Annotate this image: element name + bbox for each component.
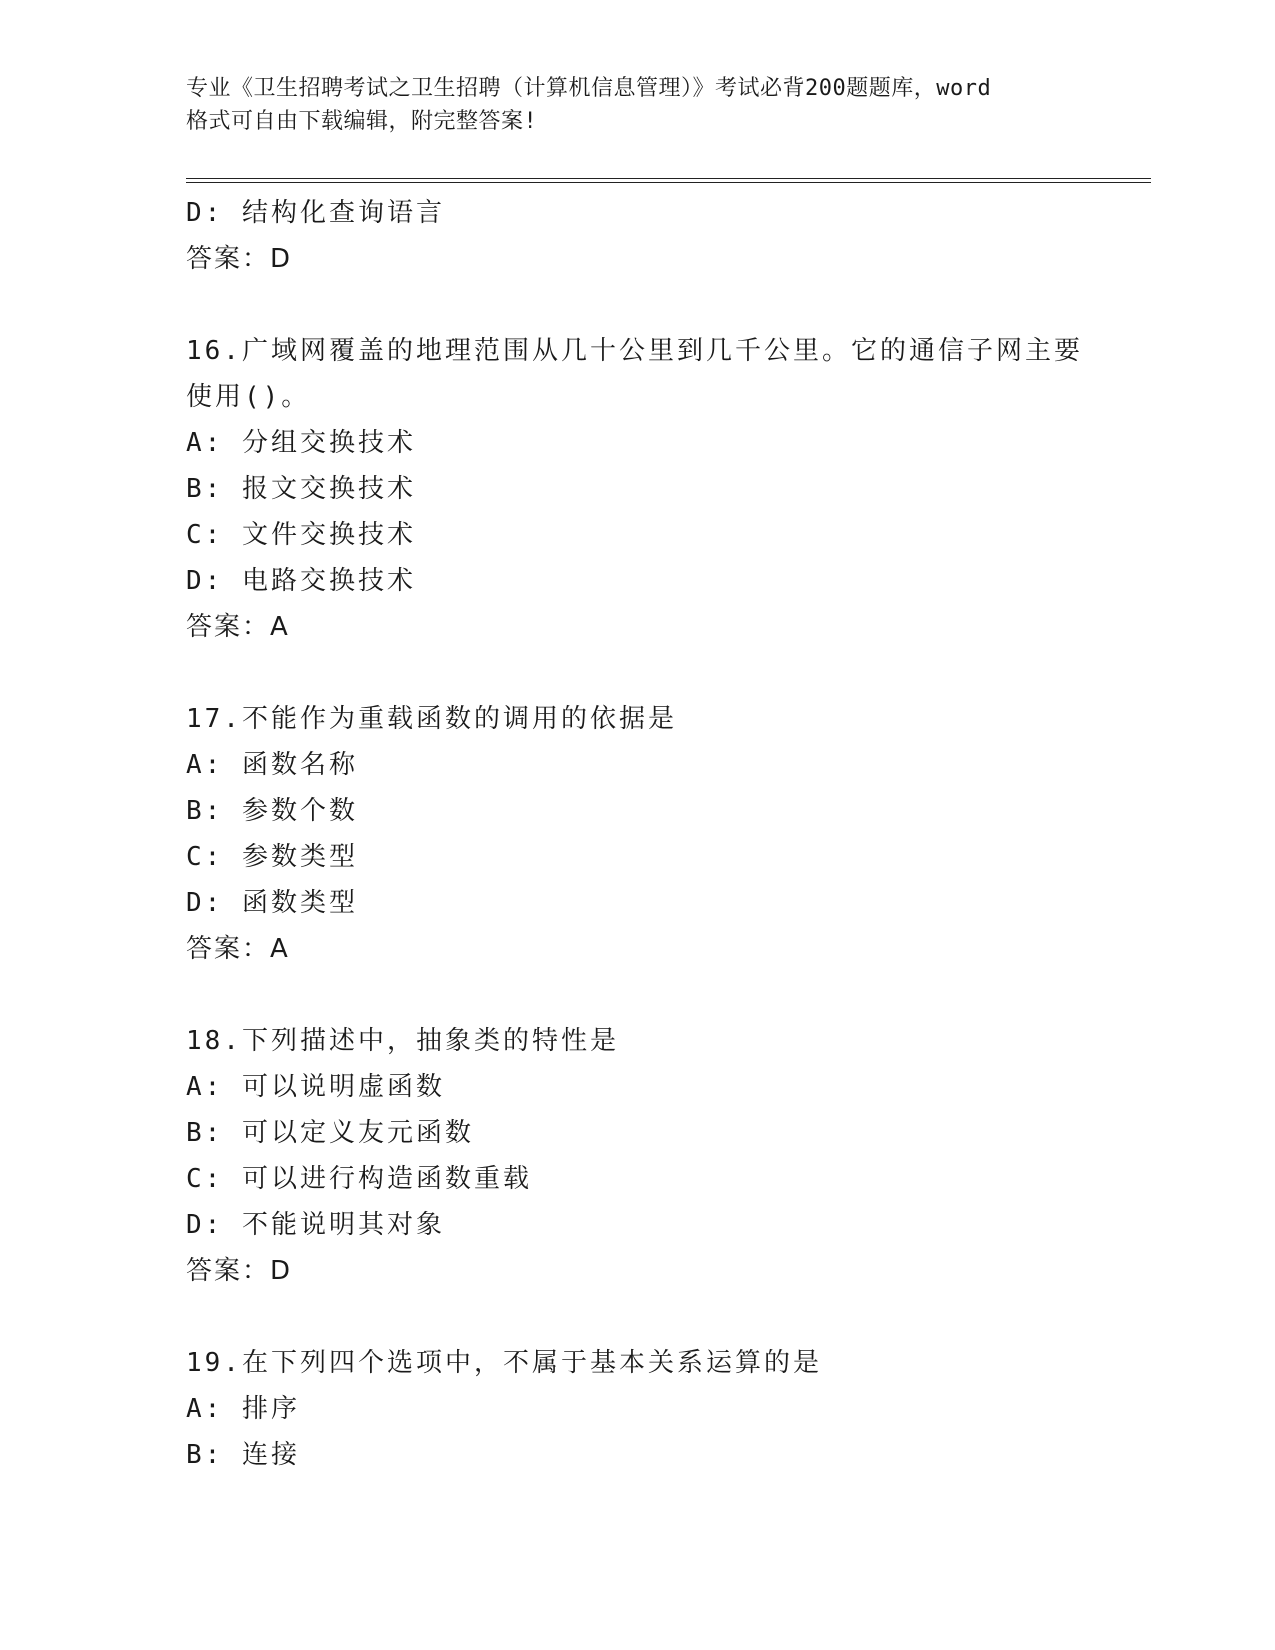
- option-b: B: 参数个数: [186, 796, 358, 826]
- question-stem: 17.不能作为重载函数的调用的依据是: [186, 704, 677, 734]
- option-b: B: 报文交换技术: [186, 474, 416, 504]
- option-a: A: 分组交换技术: [186, 428, 416, 458]
- question-stem: 18.下列描述中，抽象类的特性是: [186, 1026, 619, 1056]
- option-d: D: 结构化查询语言: [186, 198, 445, 228]
- option-b: B: 可以定义友元函数: [186, 1118, 474, 1148]
- question-stem-continued: 使用()。: [186, 382, 311, 412]
- option-c: C: 可以进行构造函数重载: [186, 1164, 532, 1194]
- question-stem: 16.广域网覆盖的地理范围从几十公里到几千公里。它的通信子网主要: [186, 336, 1083, 366]
- question-list: [186, 190, 1086, 1478]
- option-d: D: 不能说明其对象: [186, 1210, 445, 1240]
- question-18: [186, 1018, 1086, 1294]
- page-header: [186, 72, 1086, 138]
- header-title-line-1: 专业《卫生招聘考试之卫生招聘（计算机信息管理）》考试必背200题题库，word: [186, 76, 992, 101]
- answer: 答案：D: [186, 1256, 293, 1286]
- header-divider: [186, 178, 1151, 184]
- option-d: D: 函数类型: [186, 888, 358, 918]
- answer: 答案：A: [186, 612, 290, 642]
- question-17: [186, 696, 1086, 972]
- option-a: A: 可以说明虚函数: [186, 1072, 445, 1102]
- option-a: A: 函数名称: [186, 750, 358, 780]
- option-c: C: 参数类型: [186, 842, 358, 872]
- question-16: [186, 328, 1086, 650]
- option-c: C: 文件交换技术: [186, 520, 416, 550]
- question-19: [186, 1340, 1086, 1478]
- header-title-line-2: 格式可自由下载编辑，附完整答案!: [186, 109, 538, 134]
- answer: 答案：A: [186, 934, 290, 964]
- previous-question-tail: [186, 190, 1086, 282]
- option-b: B: 连接: [186, 1440, 300, 1470]
- option-d: D: 电路交换技术: [186, 566, 416, 596]
- question-stem: 19.在下列四个选项中，不属于基本关系运算的是: [186, 1348, 822, 1378]
- answer: 答案：D: [186, 244, 293, 274]
- option-a: A: 排序: [186, 1394, 300, 1424]
